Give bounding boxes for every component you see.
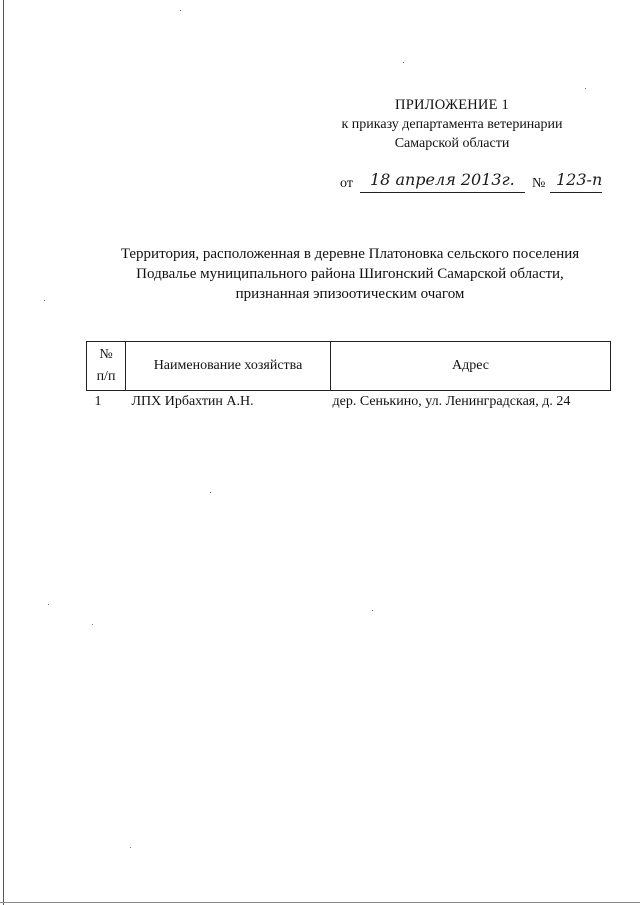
order-number-label: № xyxy=(532,176,546,191)
scan-speck xyxy=(403,62,404,63)
appendix-block xyxy=(302,96,602,153)
scan-edge-left xyxy=(3,0,4,905)
header-name: Наименование хозяйства xyxy=(126,342,331,391)
scan-speck xyxy=(44,300,45,301)
table-row xyxy=(87,391,611,415)
header-number xyxy=(87,342,126,391)
scan-speck xyxy=(585,88,586,89)
header-number-line-2: п/п xyxy=(96,369,116,384)
order-date-underline xyxy=(360,192,525,193)
table-header-row xyxy=(87,342,611,391)
appendix-heading: ПРИЛОЖЕНИЕ 1 xyxy=(395,97,509,113)
scan-speck xyxy=(48,604,49,605)
header-address: Адрес xyxy=(331,342,611,391)
scan-speck xyxy=(92,624,93,625)
scan-speck xyxy=(180,10,181,11)
order-line xyxy=(340,170,610,198)
row-number: 1 xyxy=(94,394,102,409)
farms-table xyxy=(86,341,611,414)
title-line-1: Территория, расположенная в деревне Платоновка сельского поселения xyxy=(120,246,580,262)
document-title xyxy=(60,244,640,304)
scan-speck xyxy=(210,492,211,493)
title-line-3: признанная эпизоотическим очагом xyxy=(235,286,465,302)
order-number-handwritten: 123-п xyxy=(556,170,603,189)
order-from-label: от xyxy=(340,176,353,191)
scan-speck xyxy=(372,610,373,611)
scan-speck xyxy=(130,847,131,848)
appendix-line-2: Самарской области xyxy=(394,136,510,151)
appendix-line-1: к приказу департамента ветеринарии xyxy=(341,117,563,132)
order-number-underline xyxy=(550,192,602,193)
row-address: дер. Сенькино, ул. Ленинградская, д. 24 xyxy=(332,394,571,409)
header-number-line-1: № xyxy=(99,347,113,362)
row-name: ЛПХ Ирбахтин А.Н. xyxy=(131,394,254,409)
title-line-2: Подвалье муниципального района Шигонский Самарской области, xyxy=(136,266,564,282)
scan-edge-bottom xyxy=(0,902,640,903)
order-date-handwritten: 18 апреля 2013г. xyxy=(370,170,515,189)
